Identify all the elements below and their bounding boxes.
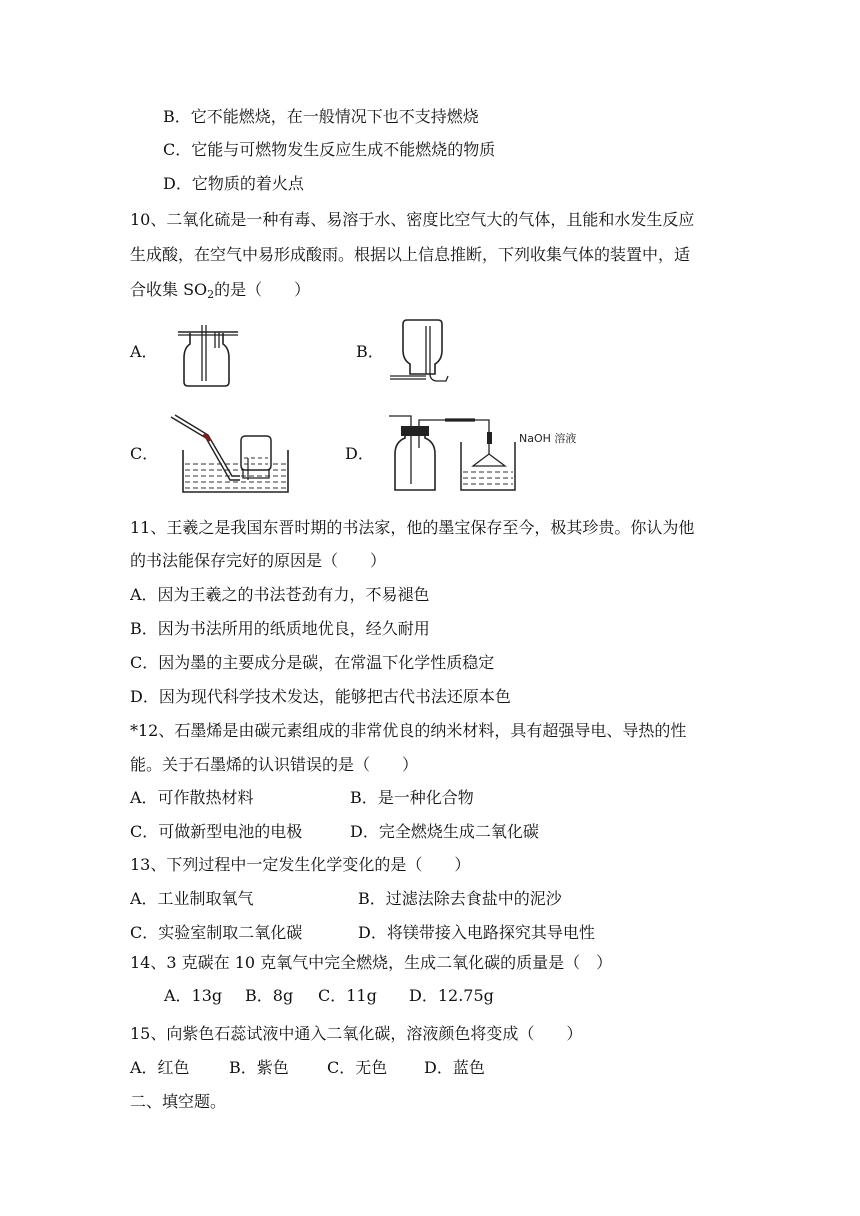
q12-option-b: B．是一种化合物 <box>350 788 474 807</box>
naoh-solution-label: NaOH 溶液 <box>519 432 577 445</box>
apparatus-d-with-naoh-absorber <box>385 412 577 497</box>
q15-option-d: D．蓝色 <box>424 1058 485 1077</box>
q9-option-c: C．它能与可燃物发生反应生成不能燃烧的物质 <box>163 140 496 159</box>
q12-option-d: D．完全燃烧生成二氧化碳 <box>350 822 539 841</box>
q14-option-d: D．12.75g <box>409 986 494 1005</box>
q10-label-d: D． <box>345 444 374 463</box>
q11-option-c: C．因为墨的主要成分是碳，在常温下化学性质稳定 <box>130 653 495 672</box>
q13-option-c: C．实验室制取二氧化碳 <box>130 923 303 942</box>
q11-option-d: D．因为现代科学技术发达，能够把古代书法还原本色 <box>130 687 511 706</box>
section-fill-in-heading: 二、填空题。 <box>130 1092 227 1111</box>
apparatus-c-water-displacement <box>168 412 293 497</box>
apparatus-a-upright-bottle <box>170 318 245 393</box>
q12-option-a: A．可作散热材料 <box>130 788 254 807</box>
q10-stem-line1: 10、二氧化硫是一种有毒、易溶于水、密度比空气大的气体，且能和水发生反应 <box>130 210 695 229</box>
q12-stem-line1: *12、石墨烯是由碳元素组成的非常优良的纳米材料，具有超强导电、导热的性 <box>130 721 687 740</box>
q14-option-c: C．11g <box>318 986 377 1005</box>
q14-stem: 14、3 克碳在 10 克氧气中完全燃烧，生成二氧化碳的质量是（ ） <box>130 953 613 972</box>
q15-option-b: B．紫色 <box>229 1058 289 1077</box>
q15-stem: 15、向紫色石蕊试液中通入二氧化碳，溶液颜色将变成（ ） <box>130 1024 583 1043</box>
q12-option-c: C．可做新型电池的电极 <box>130 822 303 841</box>
q10-label-c: C． <box>130 444 159 463</box>
q14-option-b: B．8g <box>245 986 294 1005</box>
q10-label-a: A． <box>130 342 158 361</box>
q13-option-b: B．过滤法除去食盐中的泥沙 <box>358 889 562 908</box>
q10-stem-line3: 合收集 $SO_2$的是（ ） <box>130 280 311 301</box>
q15-option-c: C．无色 <box>327 1058 388 1077</box>
q9-option-b: B．它不能燃烧，在一般情况下也不支持燃烧 <box>163 107 479 126</box>
q10-label-b: B． <box>356 342 384 361</box>
q11-option-a: A．因为王羲之的书法苍劲有力，不易褪色 <box>130 585 430 604</box>
q10-stem-line2: 生成酸，在空气中易形成酸雨。根据以上信息推断，下列收集气体的装置中，适 <box>130 245 691 264</box>
q14-option-a: A．13g <box>164 986 223 1005</box>
q15-option-a: A．红色 <box>130 1058 190 1077</box>
q12-stem-line2: 能。关于石墨烯的认识错误的是（ ） <box>130 755 419 774</box>
apparatus-b-inverted-bottle <box>386 316 461 388</box>
q13-option-a: A．工业制取氧气 <box>130 889 254 908</box>
q13-stem: 13、下列过程中一定发生化学变化的是（ ） <box>130 855 471 874</box>
q11-option-b: B．因为书法所用的纸质地优良，经久耐用 <box>130 619 430 638</box>
q13-option-d: D．将镁带接入电路探究其导电性 <box>358 923 595 942</box>
q9-option-d: D．它物质的着火点 <box>163 174 304 193</box>
q11-stem-line2: 的书法能保存完好的原因是（ ） <box>130 551 387 570</box>
q11-stem-line1: 11、王羲之是我国东晋时期的书法家，他的墨宝保存至今，极其珍贵。你认为他 <box>130 518 695 537</box>
